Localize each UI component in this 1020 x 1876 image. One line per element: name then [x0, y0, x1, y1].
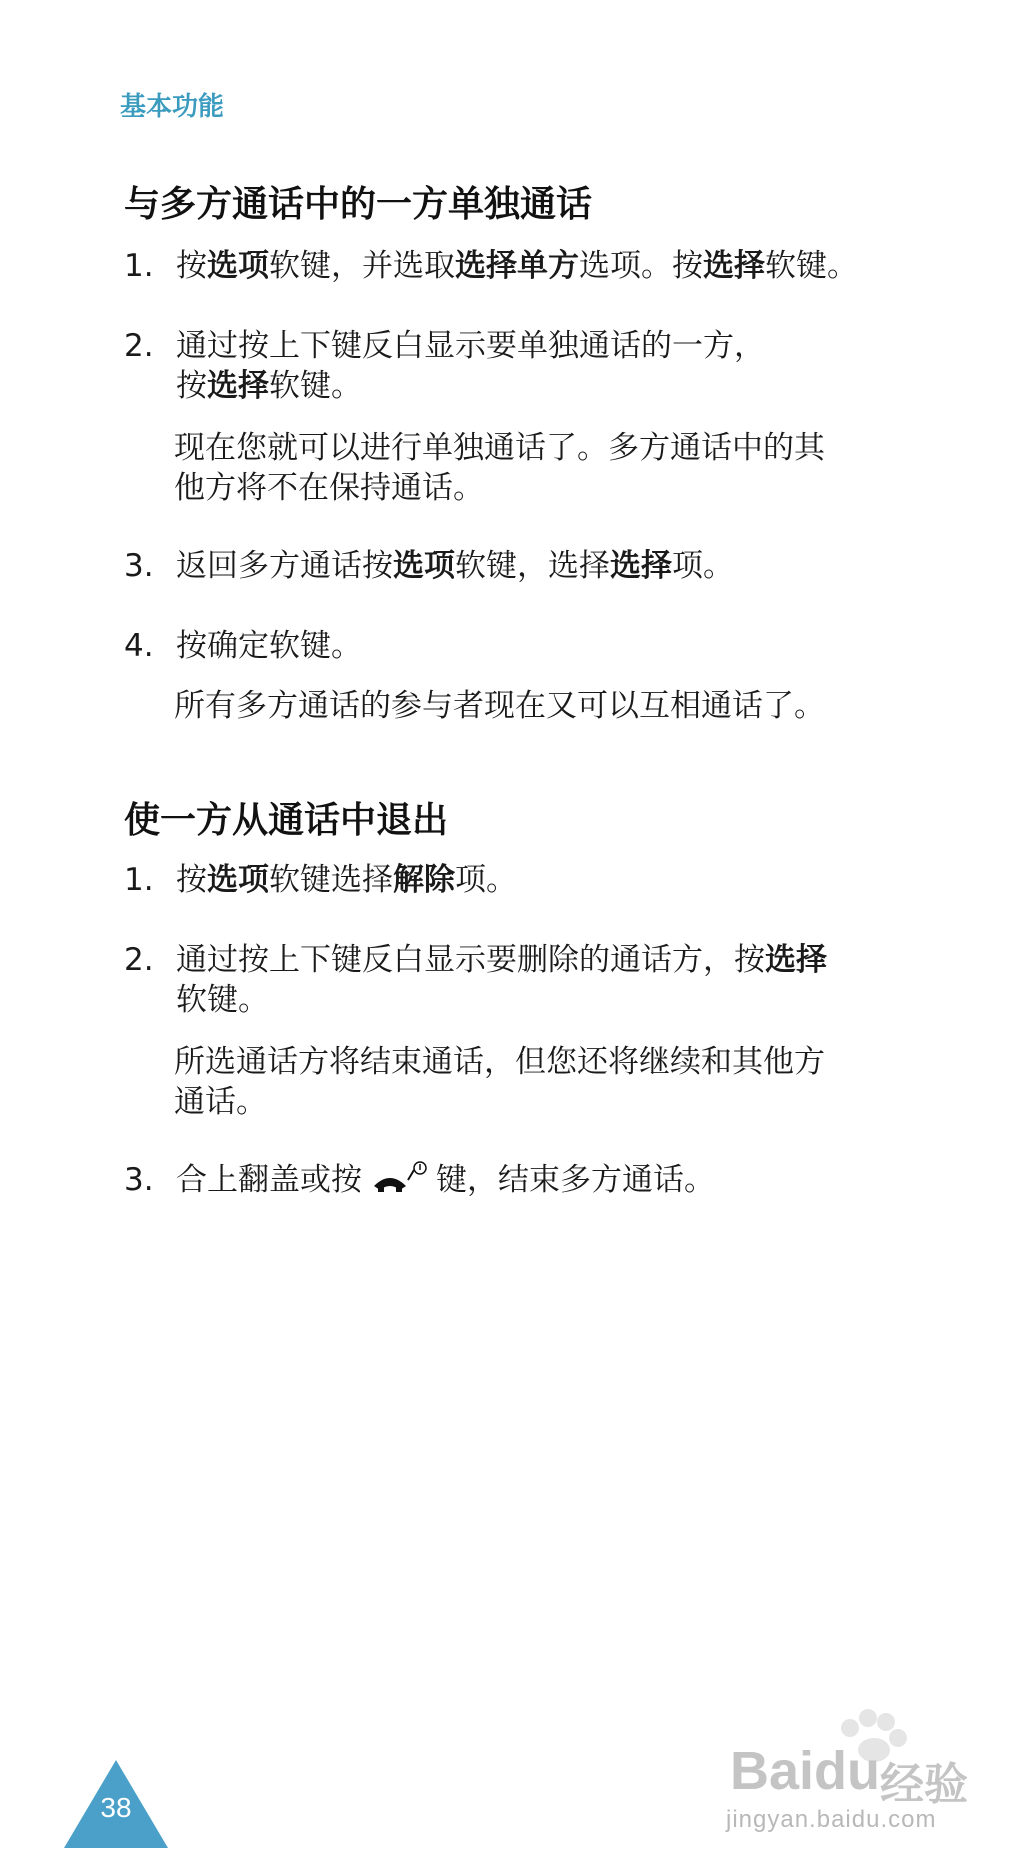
- step-2-2-line2: 软键。: [176, 982, 269, 1018]
- step-1-4-note: 所有多方通话的参与者现在又可以互相通话了。: [174, 688, 825, 724]
- step-number: 1.: [124, 862, 154, 898]
- step-text: 项。: [672, 548, 734, 584]
- section-title-drop-party: 使一方从通话中退出: [124, 800, 449, 841]
- step-1-3: [124, 542, 734, 590]
- keyword-options: 选项: [207, 862, 269, 898]
- step-text: 软键，并选取: [269, 248, 455, 284]
- step-number: 1.: [124, 248, 154, 284]
- step-2-1: [124, 856, 517, 904]
- step-text: 软键。: [269, 368, 362, 404]
- step-text: 软键。: [765, 248, 858, 284]
- keyword-select: 选择: [765, 942, 827, 978]
- step-number: 2.: [124, 942, 154, 978]
- step-text: 返回多方通话按: [176, 548, 393, 584]
- section-title-private-call: 与多方通话中的一方单独通话: [124, 184, 593, 225]
- step-text: 合上翻盖或按: [176, 1162, 362, 1198]
- step-text: 键，结束多方通话。: [436, 1162, 715, 1198]
- step-text: 软键选择: [269, 862, 393, 898]
- step-2-2-note-line2: 通话。: [174, 1084, 267, 1120]
- step-2-2-note-line1: 所选通话方将结束通话，但您还将继续和其他方: [174, 1044, 825, 1080]
- keyword-select-single: 选择单方: [455, 248, 579, 284]
- step-1-2-note-line1: 现在您就可以进行单独通话了。多方通话中的其: [174, 430, 825, 466]
- step-number: 3.: [124, 548, 154, 584]
- step-2-3: [124, 1156, 715, 1204]
- step-text: 通过按上下键反白显示要单独通话的一方，: [176, 328, 765, 364]
- step-1-4: [124, 622, 362, 670]
- step-text: 按: [176, 248, 207, 284]
- page-number: 38: [100, 1792, 132, 1823]
- step-number: 4.: [124, 628, 154, 664]
- keyword-options: 选项: [207, 248, 269, 284]
- keyword-select: 选择: [703, 248, 765, 284]
- step-1-2-line2: [176, 362, 362, 410]
- step-number: 2.: [124, 328, 154, 364]
- keyword-options: 选项: [393, 548, 455, 584]
- watermark-url: jingyan.baidu.com: [726, 1806, 937, 1833]
- keyword-remove: 解除: [393, 862, 455, 898]
- step-number: 3.: [124, 1162, 154, 1198]
- step-text: 按: [176, 862, 207, 898]
- step-1-2-note-line2: 他方将不在保持通话。: [174, 470, 484, 506]
- chapter-header: 基本功能: [120, 92, 225, 122]
- step-text: 软键，选择: [455, 548, 610, 584]
- step-text: 项。: [455, 862, 517, 898]
- step-text: 按: [176, 368, 207, 404]
- step-1-1: [124, 242, 858, 290]
- step-text: 按确定软键。: [176, 628, 362, 664]
- watermark-logo: Baidu: [730, 1741, 881, 1801]
- end-call-icon: [370, 1160, 428, 1196]
- keyword-select: 选择: [610, 548, 672, 584]
- step-text: 通过按上下键反白显示要删除的通话方，按: [176, 942, 765, 978]
- watermark-cn: 经验: [880, 1759, 968, 1810]
- keyword-select: 选择: [207, 368, 269, 404]
- step-text: 选项。按: [579, 248, 703, 284]
